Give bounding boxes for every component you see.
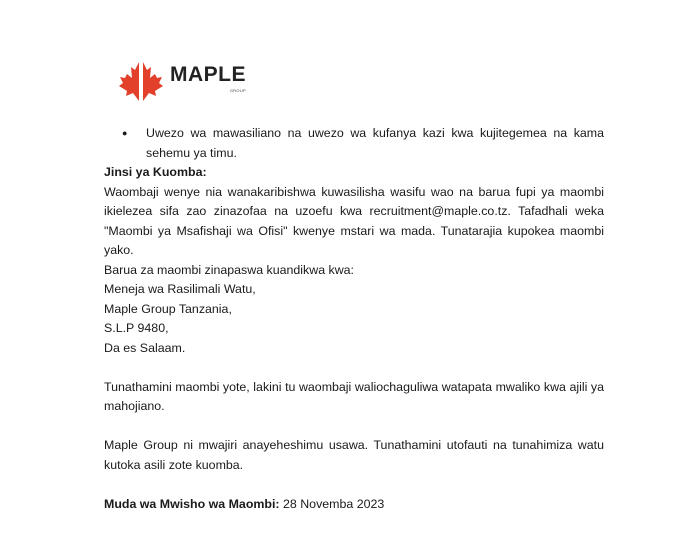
deadline-date: 28 Novemba 2023 [283,496,385,511]
bullet-text: Uwezo wa mawasiliano na uwezo wa kufanya kazi kwa kujitegemea na kama sehemu ya timu. [146,126,604,160]
document-body [104,124,604,514]
maple-leaf-icon [118,58,164,104]
logo-subtitle: GROUP [229,88,246,93]
deadline [104,495,604,515]
bullet-item [122,124,604,163]
shortlist-note: Tunathamini maombi yote, lakini tu waombaji waliochaguliwa watapata mwaliko kwa ajili ya mahojiano. [104,379,604,413]
company-logo [118,58,246,104]
bullet-dot-icon: ● [122,128,128,138]
address-intro: Barua za maombi zinapaswa kuandikwa kwa: [104,262,355,277]
apply-paragraph: Waombaji wenye nia wanakaribishwa kuwasilisha wasifu wao na barua fupi ya maombi ikielezea sifa zao zinazofaa na uzoefu kwa recruitment@maple.co.tz. Tafadhali weka "Maombi ya Msafishaji wa Ofisi" kwenye mstari wa mada. Tunatarajia kupokea maombi yako. [104,184,604,257]
address-line: Maple Group Tanzania, [104,301,232,316]
address-line: Da es Salaam. [104,340,186,355]
address-line: Meneja wa Rasilimali Watu, [104,282,256,296]
equal-opportunity-statement: Maple Group ni mwajiri anayeheshimu usawa. Tunathamini utofauti na tunahimiza watu kutoka asili zote kuomba. [104,438,604,472]
address-line: S.L.P 9480, [104,321,169,335]
deadline-label: Muda wa Mwisho wa Maombi: [104,496,280,511]
logo-wordmark: MAPLE [170,63,246,86]
apply-heading: Jinsi ya Kuomba: [104,165,207,179]
